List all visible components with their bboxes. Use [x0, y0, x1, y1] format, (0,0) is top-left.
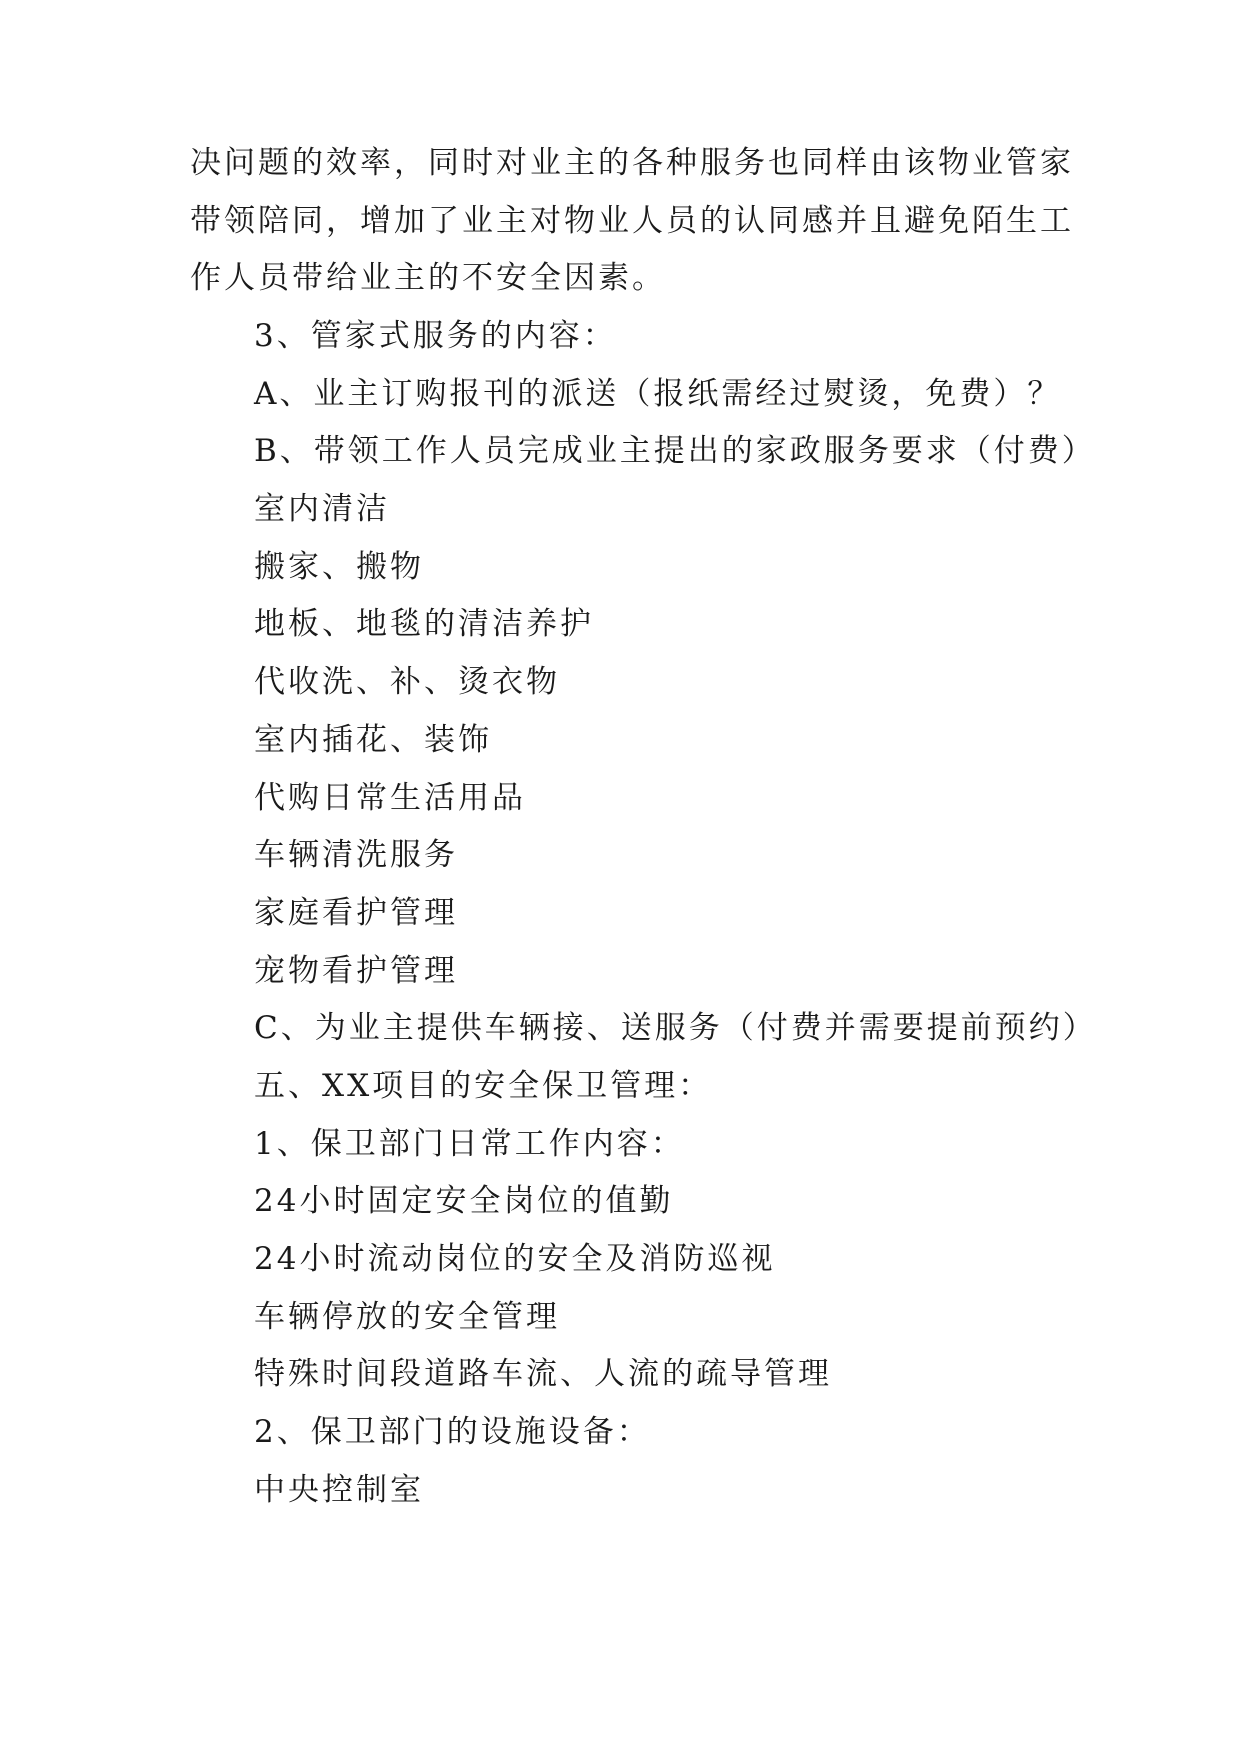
subsection-heading: 2、保卫部门的设施设备： — [254, 1414, 651, 1450]
list-item: 搬家、搬物 — [254, 549, 424, 585]
list-item: 宠物看护管理 — [254, 953, 458, 989]
list-item: 代收洗、补、烫衣物 — [254, 664, 560, 700]
list-item: 地板、地毯的清洁养护 — [254, 606, 594, 642]
list-item: A、业主订购报刊的派送（报纸需经过熨烫，免费）？ — [254, 376, 1062, 412]
list-item: 代购日常生活用品 — [254, 780, 526, 816]
list-item: C、为业主提供车辆接、送服务（付费并需要提前预约） — [254, 1010, 1097, 1046]
paragraph-line: 作人员带给业主的不安全因素。 — [190, 260, 666, 296]
list-item: 中央控制室 — [254, 1472, 424, 1508]
paragraph-line: 决问题的效率，同时对业主的各种服务也同样由该物业管家 — [190, 145, 1074, 181]
subsection-heading: 1、保卫部门日常工作内容： — [254, 1126, 685, 1162]
list-item: 24小时固定安全岗位的值勤 — [254, 1183, 674, 1219]
list-item: 车辆停放的安全管理 — [254, 1299, 560, 1335]
list-item: 室内清洁 — [254, 491, 390, 527]
list-item: 24小时流动岗位的安全及消防巡视 — [254, 1241, 776, 1277]
list-item: B、带领工作人员完成业主提出的家政服务要求（付费） — [254, 433, 1096, 469]
list-item: 特殊时间段道路车流、人流的疏导管理 — [254, 1356, 832, 1392]
list-item: 家庭看护管理 — [254, 895, 458, 931]
list-item: 车辆清洗服务 — [254, 837, 458, 873]
section-heading: 3、管家式服务的内容： — [254, 318, 617, 354]
paragraph-line: 带领陪同，增加了业主对物业人员的认同感并且避免陌生工 — [190, 203, 1074, 239]
section-heading: 五、XX项目的安全保卫管理： — [254, 1068, 713, 1104]
list-item: 室内插花、装饰 — [254, 722, 492, 758]
